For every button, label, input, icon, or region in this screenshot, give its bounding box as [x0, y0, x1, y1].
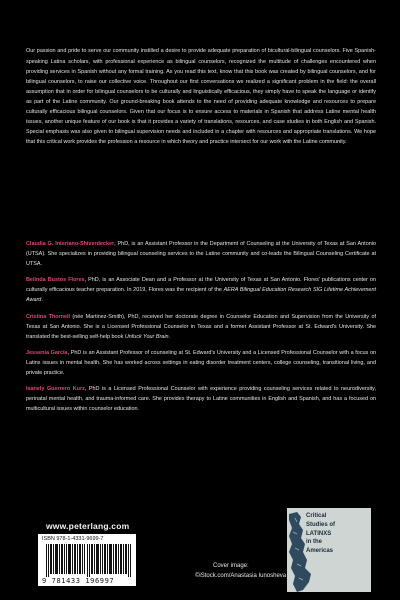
- cover-credit-label: Cover image:: [213, 563, 249, 569]
- author-name: Belinda Bustos Flores: [26, 277, 85, 284]
- author-bio-text: , PhD is an Assistant Professor of counseling at St. Edward's University and a Licensed Professional Counselor with a focus on Latinx issues in mental health. She has worked across settings in eating disorder treatment centers, college counseling, transitional living, and private practice.: [26, 349, 376, 377]
- author-bio: [26, 384, 376, 414]
- series-logo: [287, 508, 371, 592]
- author-name: Cristina Thornell: [26, 313, 71, 320]
- barcode-number: 9 781433 196997: [42, 577, 115, 585]
- author-bio-text: , PhD, is an Assistant Professor in the Department of Counseling at the University of Texas at San Antonio (UTSA). She specializes in providing bilingual counseling services to the Latine community and co-leads the Bilingual Counseling Certificate at UTSA.: [26, 241, 376, 268]
- book-description: Our passion and pride to serve our community instilled a desire to provide adequate preparation of bicultural-bilingual counselors. Five Spanish-speaking Latina scholars, with professional experience as bilingual counselors, recognized the multitude of challenges encountered when providing services in Spanish without any formal training. As you read this text, know that this book was created by bilingual counselors, and for bilingual counselors, to raise our collective voice. Throughout our first conversations we realized a significant problem in the field: the overall assumption that in order for bilingual counselors to be culturally and linguistically efficacious, they simply have to speak the language or identify as part of the Latine community. Our ground-breaking book attends to the need of providing adequate knowledge and resources to prepare culturally efficacious bilingual counselors. Given that our focus is to ensure access to materials in Spanish that address Latine mental health issues, another unique feature of our book is that it provides a variety of translations, resources, and case studies in both English and Spanish. Special emphasis was also given to bilingual supervision needs and included in a chapter with resources and appropriate translations. We hope that this critical work provides the profession a resource in which theory and practice intersect for our work with the Latine community.: [26, 48, 376, 146]
- barcode-panel: [38, 534, 136, 586]
- cover-credit: ©iStock.com/Anastasia Iunosheva: [195, 573, 287, 579]
- author-bios: [26, 239, 376, 420]
- author-name: Isanely Guerrero Kurz: [26, 386, 85, 393]
- series-title: Critical Studies of LATINXS in the Americas: [306, 513, 336, 555]
- author-name: Claudia G. Interiano-Shiverdecker: [26, 241, 115, 247]
- author-bio-text: , PhD is a Licensed Professional Counselor with experience providing counseling services related to neurodiversity, perinatal mental health, and trauma-informed care. She provides therapy to Latine communities in English and Spanish, and has a focused on multicultural issues within counselor education.: [26, 386, 376, 413]
- author-bio-text: (née Martinez-Smith), PhD, received her doctorate degree in Counselor Education and Supervision from the University of Texas at San Antonio. She is a Licensed Professional Counselor in Texas and a former Assistant Professor at St. Edward's University. She translated the best-selling self-help book: [26, 313, 377, 340]
- author-bio: Belinda Bustos Flores, PhD, is an Associate Dean and a Professor at the University of Texas at San Antonio. Flores' publications center on culturally efficacious teacher preparation. In 2019, Flores was the recipient of the AERA Bilingual Education Research SIG Lifetime Achievement Award.: [26, 277, 376, 304]
- publisher-url: www.peterlang.com: [46, 521, 130, 531]
- book-title: Unfuck Your Brain: [124, 333, 169, 340]
- isbn-label: ISBN 978-1-4331-9699-7: [42, 536, 104, 542]
- author-bio: [26, 239, 376, 269]
- author-bio: Cristina Thornell (née Martinez-Smith), PhD, received her doctorate degree in Counselor Education and Supervision from the University of Texas at San Antonio. She is a Licensed Professional Counselor in Texas and a former Assistant Professor at St. Edward's University. She translated the best-selling self-help book Unfuck Your Brain.: [26, 313, 377, 340]
- award-title: AERA Bilingual Education Research SIG Lifetime Achievement Award: [26, 287, 376, 304]
- author-bio-text: , PhD, is an Associate Dean and a Professor at the University of Texas at San Antonio. Flores' publications center on culturally efficacious teacher preparation. In 2019, Flores was the recipient of the: [26, 277, 376, 294]
- author-name: Jessenia Garcia: [26, 349, 68, 356]
- author-bio: [26, 348, 376, 378]
- barcode: [46, 544, 132, 577]
